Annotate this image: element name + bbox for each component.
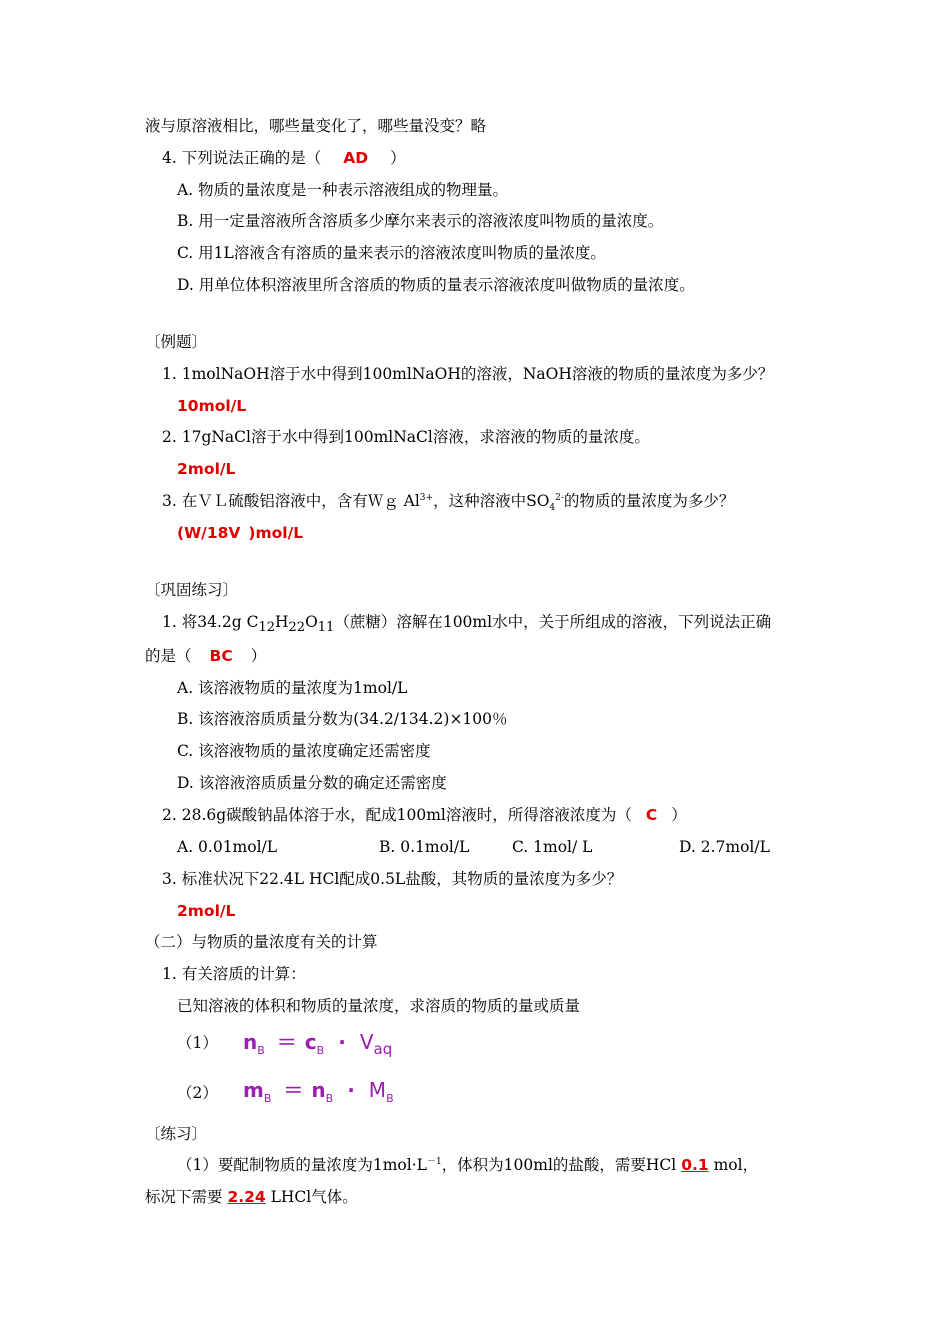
example-2-answer: 2mol/L [177, 460, 236, 478]
section-2-item-1: 1. 有关溶质的计算： [162, 965, 306, 983]
example-3-answer-b: )mol/L [248, 524, 304, 542]
example-3-answer-a: (W/18V [177, 524, 241, 542]
sulfate-charge-superscript: 2- [555, 492, 564, 503]
formula-2-n: n [311, 1078, 326, 1102]
question-4-option-a: A. 物质的量浓度是一种表示溶液组成的物理量。 [177, 181, 509, 199]
sulfate-subscript: 4 [549, 503, 556, 514]
exercise-line-1-pre: （1）要配制物质的量浓度为1mol·L [177, 1156, 427, 1174]
intro-line: 液与原溶液相比，哪些量变化了，哪些量没变？略 [145, 117, 487, 135]
practice-1-part-c: O [305, 613, 318, 631]
practice-2-option-a: A. 0.01mol/L [177, 838, 278, 856]
practice-1-answer: BC [209, 647, 233, 665]
question-4-stem-pre: 4. 下列说法正确的是（ [162, 149, 322, 167]
formula-2-m-sub: B [263, 1092, 272, 1105]
example-2-text: 2. 17gNaCl溶于水中得到100mlNaCl溶液，求溶液的物质的量浓度。 [162, 428, 650, 446]
example-1-text: 1. 1molNaOH溶于水中得到100mlNaOH的溶液，NaOH溶液的物质的量浓度为多少？ [162, 365, 774, 383]
exercise-line-1-post: mol， [708, 1156, 759, 1174]
practice-1-continuation [145, 646, 266, 666]
practice-2-option-c: C. 1mol/ L [512, 838, 593, 856]
practice-1-part-a: 1. 将34.2g C [162, 613, 259, 631]
question-4-stem-post: ） [390, 149, 406, 167]
practice-heading: 〔巩固练习〕 [145, 581, 239, 599]
formula-2 [243, 1077, 394, 1103]
practice-1-option-d: D. 该溶液溶质质量分数的确定还需密度 [177, 774, 447, 792]
formula-1-equals: ＝ [276, 1030, 297, 1054]
practice-3-answer: 2mol/L [177, 902, 236, 920]
formula-2-label: （2） [177, 1084, 218, 1102]
formula-1-label: （1） [177, 1034, 218, 1052]
formula-2-dot: · [347, 1078, 355, 1102]
example-1-answer: 10mol/L [177, 397, 247, 415]
section-2-heading: （二）与物质的量浓度有关的计算 [145, 933, 378, 951]
formula-1-dot: · [338, 1030, 346, 1054]
practice-1-option-b: B. 该溶液溶质质量分数为(34.2/134.2)×100％ [177, 710, 508, 728]
exercise-heading: 〔练习〕 [145, 1125, 208, 1143]
formula-1-v-sub: aq [373, 1040, 393, 1058]
formula-2-m: m [243, 1078, 264, 1102]
section-2-description: 已知溶液的体积和物质的量浓度，求溶质的物质的量或质量 [177, 997, 581, 1015]
exercise-answer-hcl-mol: 0.1 [681, 1156, 709, 1174]
question-4-option-c: C. 用1L溶液含有溶质的量来表示的溶液浓度叫物质的量浓度。 [177, 244, 606, 262]
examples-heading: 〔例题〕 [145, 333, 208, 351]
question-4-option-d: D. 用单位体积溶液里所含溶质的物质的量表示溶液浓度叫做物质的量浓度。 [177, 276, 695, 294]
practice-2-option-b: B. 0.1mol/L [379, 838, 470, 856]
formula-2-M-sub: B [386, 1092, 394, 1105]
exercise-line-1 [177, 1155, 758, 1175]
question-4-option-b: B. 用一定量溶液所含溶质多少摩尔来表示的溶液浓度叫物质的量浓度。 [177, 212, 664, 230]
practice-2-answer: C [645, 806, 658, 824]
oxygen-subscript: 11 [317, 620, 335, 636]
exercise-line-2 [145, 1187, 358, 1207]
formula-1-c: c [304, 1030, 317, 1054]
exercise-line-2-post: LHCl气体。 [265, 1188, 358, 1206]
practice-2-option-d: D. 2.7mol/L [679, 838, 770, 856]
practice-1-option-a: A. 该溶液物质的量浓度为1mol/L [177, 679, 408, 697]
formula-1 [243, 1029, 393, 1058]
practice-3-text: 3. 标准状况下22.4L HCl配成0.5L盐酸，其物质的量浓度为多少？ [162, 870, 623, 888]
exercise-line-1-mid: ，体积为100ml的盐酸，需要HCl [441, 1156, 682, 1174]
question-4-stem [162, 148, 406, 168]
formula-2-n-sub: B [325, 1092, 334, 1105]
exercise-line-2-pre: 标况下需要 [145, 1188, 228, 1206]
al-charge-superscript: 3+ [419, 492, 434, 503]
formula-2-M: M [368, 1078, 387, 1102]
question-4-answer: AD [343, 149, 369, 167]
exercise-unit-superscript: －1 [426, 1156, 442, 1167]
hydrogen-subscript: 22 [288, 620, 306, 636]
formula-1-c-sub: B [316, 1044, 325, 1057]
practice-1-part-d: （蔗糖）溶解在100ml水中，关于所组成的溶液，下列说法正确 [334, 613, 772, 631]
example-3-part-1: 3. 在ＶＬ硫酸铝溶液中，含有Ｗｇ Al [162, 492, 420, 510]
example-3-answer [177, 523, 303, 543]
practice-1-option-c: C. 该溶液物质的量浓度确定还需密度 [177, 742, 431, 760]
carbon-subscript: 12 [258, 620, 275, 636]
example-3-text [162, 491, 735, 514]
practice-1-text [162, 612, 772, 636]
practice-1-cont-post: ） [250, 647, 267, 665]
formula-1-v: V [359, 1030, 374, 1054]
formula-2-equals: ＝ [283, 1078, 304, 1102]
example-3-part-2: ，这种溶液中SO [433, 492, 550, 510]
exercise-answer-volume: 2.24 [227, 1188, 266, 1206]
practice-1-part-b: H [274, 613, 289, 631]
practice-2-stem [162, 805, 687, 825]
practice-2-stem-post: ） [671, 806, 687, 824]
formula-1-n-sub: B [257, 1044, 265, 1057]
example-3-part-3: 的物质的量浓度为多少？ [563, 492, 735, 510]
practice-1-cont-pre: 的是（ [145, 647, 192, 665]
formula-1-n: n [243, 1030, 258, 1054]
practice-2-stem-pre: 2. 28.6g碳酸钠晶体溶于水，配成100ml溶液时，所得溶液浓度为（ [162, 806, 632, 824]
